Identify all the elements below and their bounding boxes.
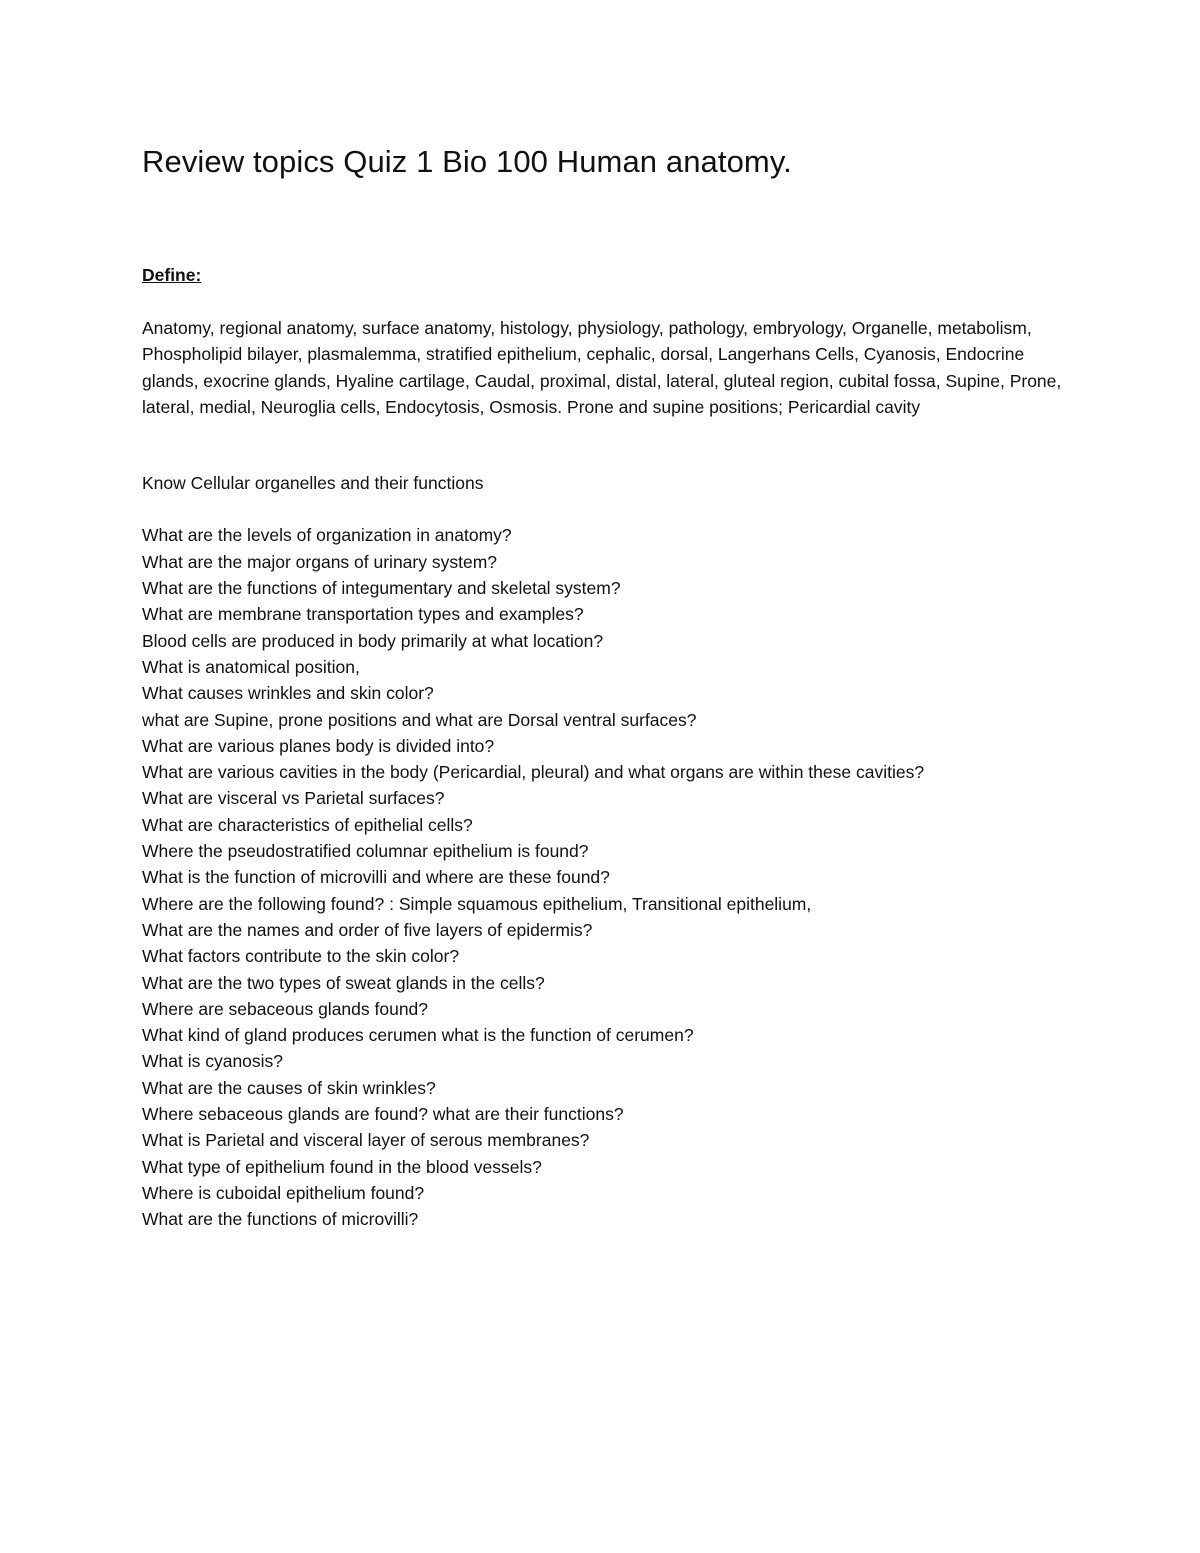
question-item: what are Supine, prone positions and what are Dorsal ventral surfaces? (142, 709, 697, 730)
question-item: What are membrane transportation types and examples? (142, 604, 584, 625)
question-item: What are visceral vs Parietal surfaces? (142, 788, 445, 809)
question-item: What are characteristics of epithelial cells? (142, 814, 473, 835)
question-item: What are various planes body is divided into? (142, 735, 495, 756)
document-title: Review topics Quiz 1 Bio 100 Human anatomy. (142, 144, 792, 179)
question-item: What is Parietal and visceral layer of serous membranes? (142, 1130, 590, 1151)
question-item: Where is cuboidal epithelium found? (142, 1182, 425, 1203)
question-item: Where are sebaceous glands found? (142, 998, 429, 1019)
define-terms-paragraph: Anatomy, regional anatomy, surface anatomy, histology, physiology, pathology, embryology, Organelle, metabolism, Phospholipid bilayer, plasmalemma, stratified epithelium, cephalic, dorsal, Langerhans Cells, Cyanosis, Endocrine glands, exocrine glands, Hyaline cartilage, Caudal, proximal, distal, lateral, gluteal region, cubital fossa, Supine, Prone, lateral, medial, Neuroglia cells, Endocytosis, Osmosis. Prone and supine positions; Pericardial cavity (142, 318, 1062, 417)
question-item: What kind of gland produces cerumen what is the function of cerumen? (142, 1025, 694, 1046)
question-item: What are the functions of integumentary and skeletal system? (142, 578, 621, 599)
question-item: What factors contribute to the skin color? (142, 946, 460, 967)
question-item: What is the function of microvilli and where are these found? (142, 867, 610, 888)
question-item: Where the pseudostratified columnar epithelium is found? (142, 841, 589, 862)
question-item: What are the levels of organization in anatomy? (142, 525, 512, 546)
question-item: What are the major organs of urinary system? (142, 551, 498, 572)
define-heading: Define: (142, 265, 202, 285)
question-item: What causes wrinkles and skin color? (142, 683, 434, 704)
know-organelles-line: Know Cellular organelles and their functions (142, 473, 484, 494)
question-item: What are the causes of skin wrinkles? (142, 1077, 436, 1098)
question-item: Blood cells are produced in body primarily at what location? (142, 630, 604, 651)
question-item: Where sebaceous glands are found? what are their functions? (142, 1104, 624, 1125)
question-item: What are the functions of microvilli? (142, 1209, 419, 1230)
question-item: What is anatomical position, (142, 656, 360, 677)
question-item: What is cyanosis? (142, 1051, 284, 1072)
document-body (142, 140, 1072, 1233)
question-list (142, 522, 1072, 1232)
question-item: Where are the following found? : Simple squamous epithelium, Transitional epithelium, (142, 893, 812, 914)
question-item: What are the names and order of five layers of epidermis? (142, 919, 593, 940)
question-item: What are the two types of sweat glands in the cells? (142, 972, 545, 993)
question-item: What are various cavities in the body (Pericardial, pleural) and what organs are within these cavities? (142, 762, 925, 783)
question-item: What type of epithelium found in the blood vessels? (142, 1156, 542, 1177)
